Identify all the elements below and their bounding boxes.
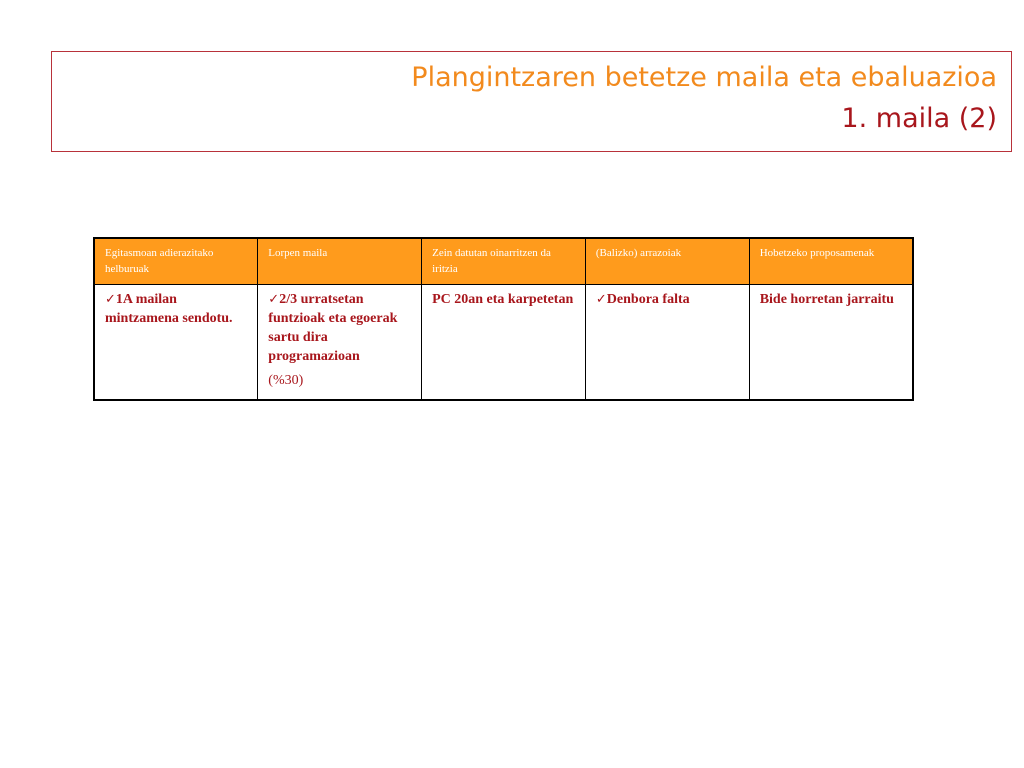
cell-note: (%30) xyxy=(268,372,304,388)
header-achievement: Lorpen maila xyxy=(258,238,422,284)
checkmark-icon: ✓ xyxy=(268,291,280,307)
cell-text: Bide horretan jarraitu xyxy=(759,291,894,307)
cell-text: Denbora falta xyxy=(606,291,690,307)
table-row xyxy=(94,284,913,400)
cell-objectives xyxy=(94,284,258,400)
slide-subtitle: 1. maila (2) xyxy=(841,103,997,134)
evaluation-table xyxy=(93,237,914,401)
cell-text: 1A mailan mintzamena sendotu. xyxy=(105,291,233,326)
cell-evidence xyxy=(422,284,586,400)
cell-text: 2/3 urratsetan funtzioak eta egoerak sartu dira programazioan xyxy=(268,291,398,364)
header-evidence: Zein datutan oinarritzen da iritzia xyxy=(422,238,586,284)
title-box xyxy=(51,51,1012,152)
header-proposals: Hobetzeko proposamenak xyxy=(749,238,913,284)
slide-title: Plangintzaren betetze maila eta ebaluazioa xyxy=(411,62,997,93)
header-objectives: Egitasmoan adierazitako helburuak xyxy=(94,238,258,284)
cell-achievement xyxy=(258,284,422,400)
cell-proposals xyxy=(749,284,913,400)
checkmark-icon: ✓ xyxy=(595,291,607,307)
cell-text: PC 20an eta karpetetan xyxy=(432,291,574,307)
header-reasons: (Balizko) arrazoiak xyxy=(585,238,749,284)
checkmark-icon: ✓ xyxy=(105,291,116,307)
header-row xyxy=(94,238,913,284)
cell-reasons xyxy=(585,284,749,400)
